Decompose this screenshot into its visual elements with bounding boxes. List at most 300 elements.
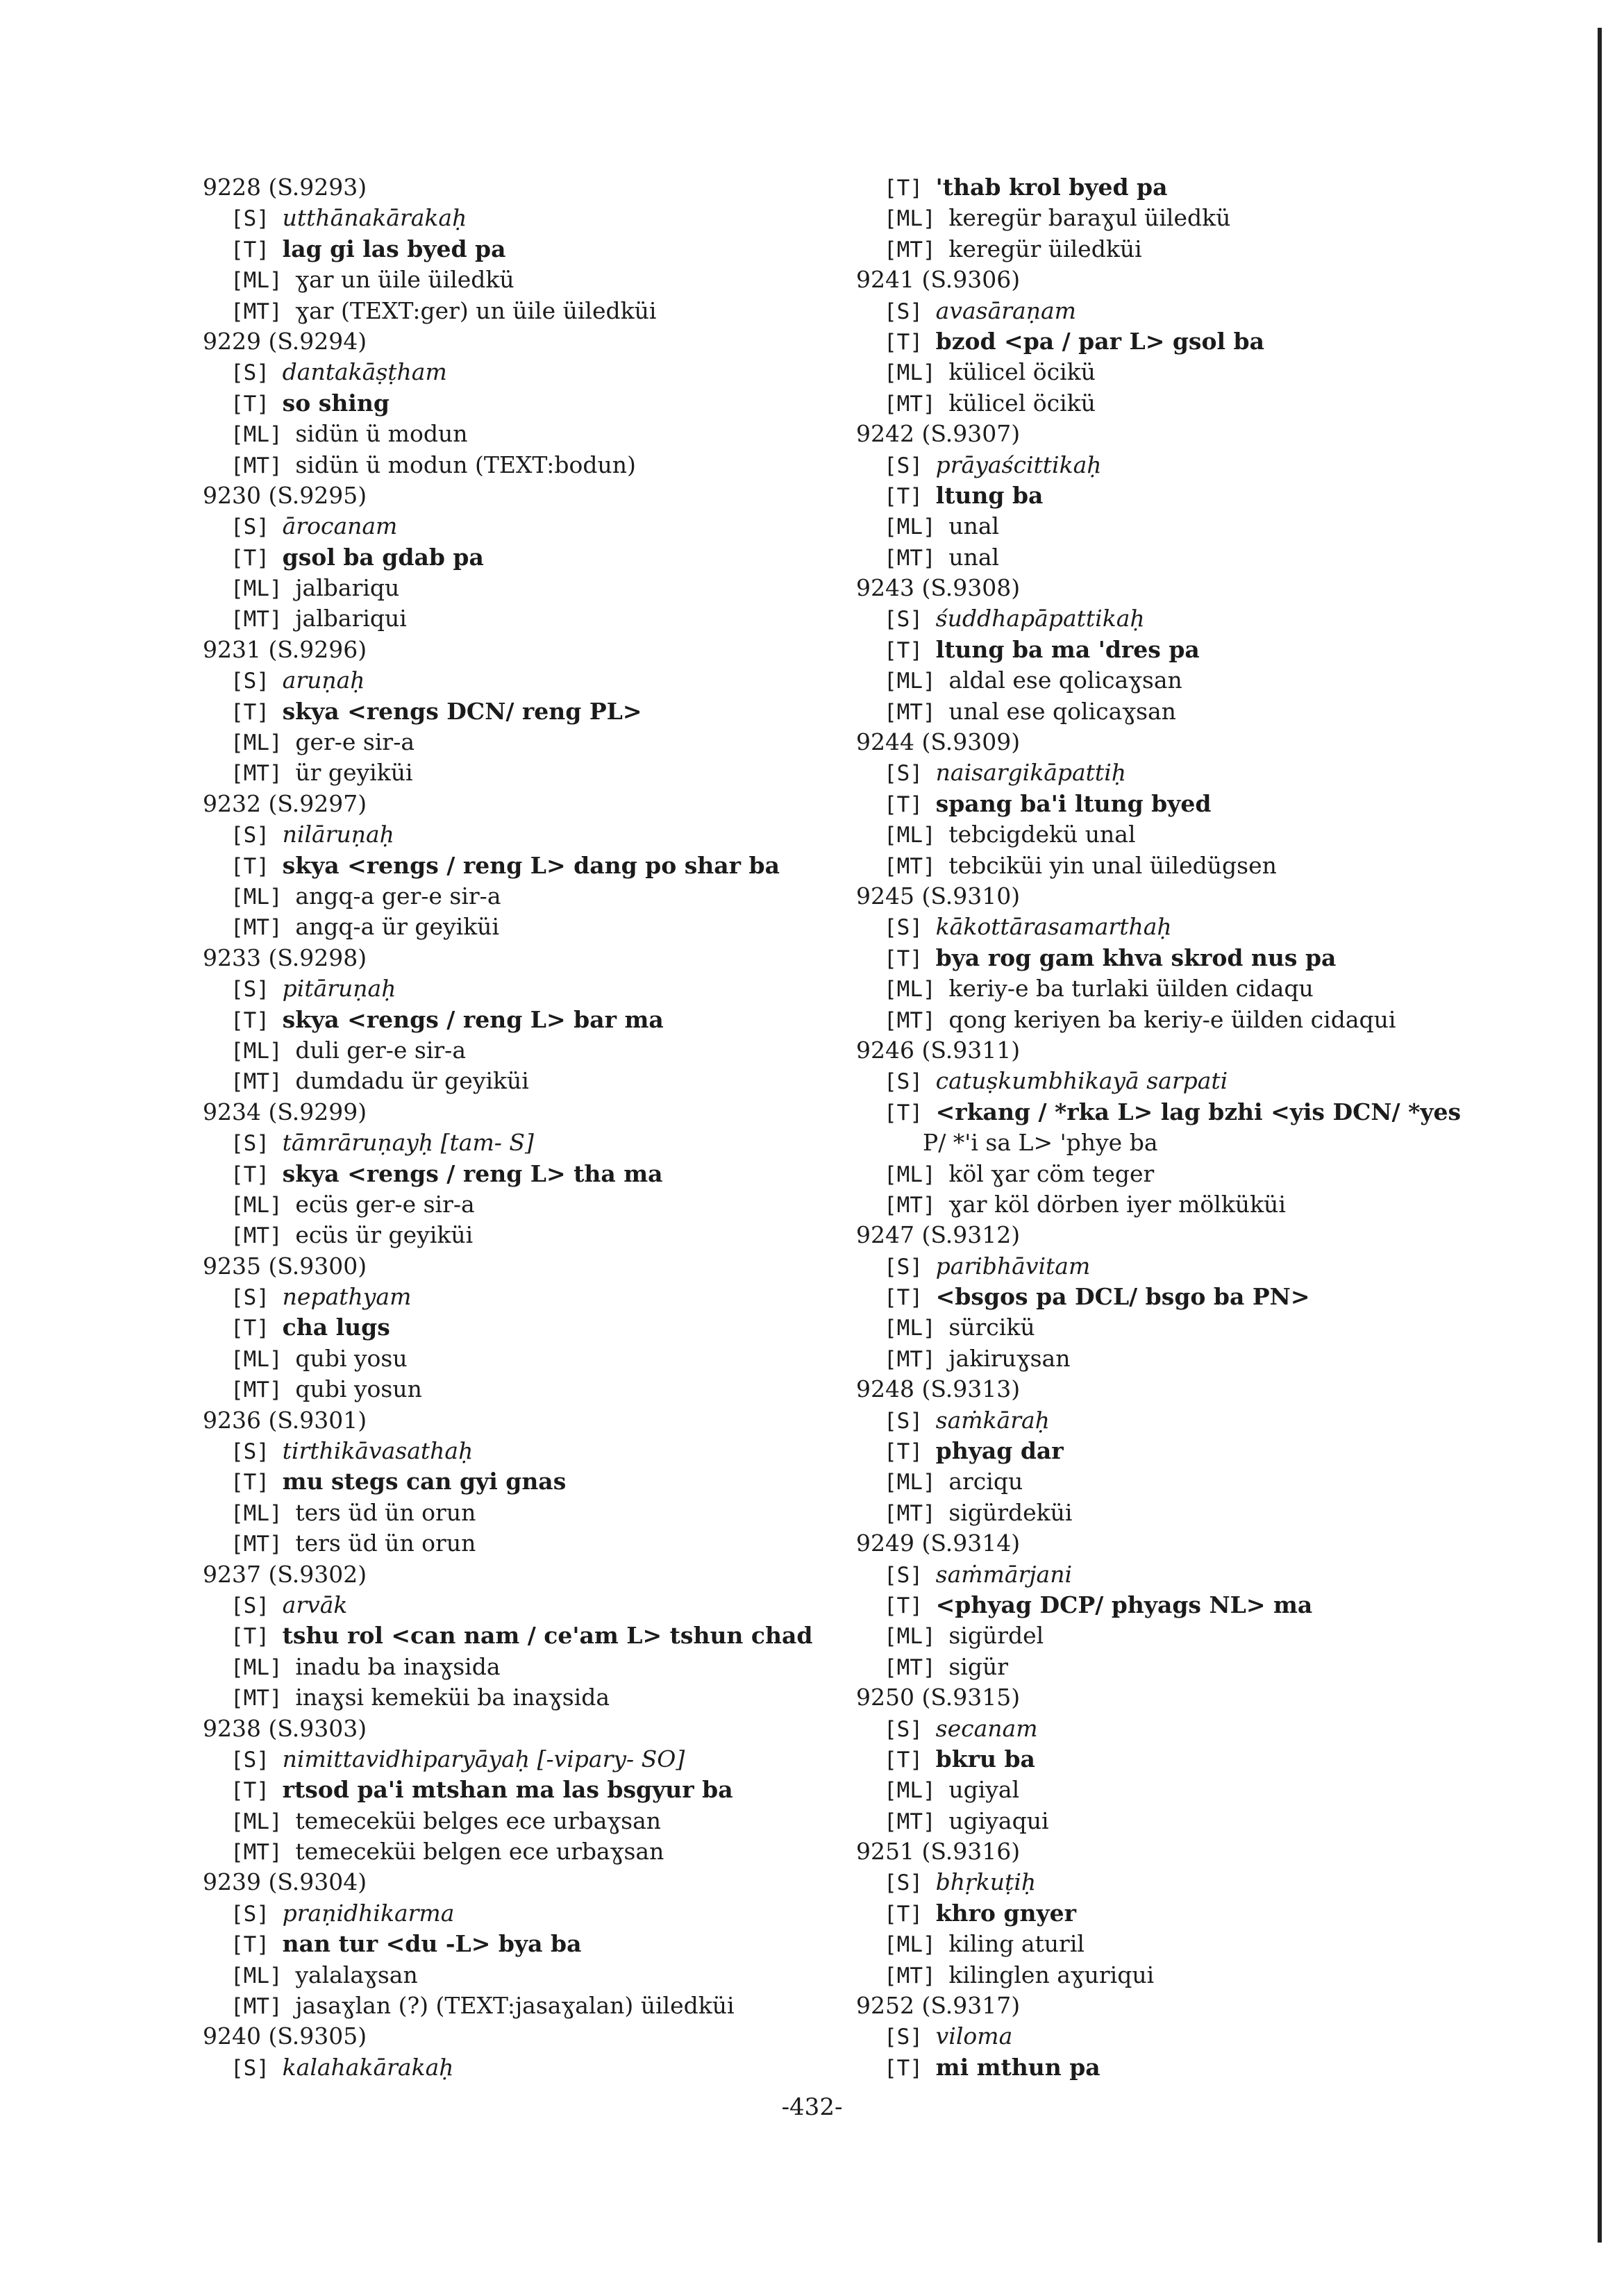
entry-text: saṁkāraḥ: [935, 1406, 1050, 1434]
language-tag: [S]: [231, 977, 283, 1003]
language-tag: [ML]: [231, 1038, 296, 1064]
language-tag: [T]: [884, 946, 936, 971]
entry-text: skya <rengs / reng L> bar ma: [282, 1005, 664, 1033]
entry-line-s: [856, 1251, 1509, 1282]
language-tag: [ML]: [884, 206, 949, 232]
language-tag: [T]: [231, 545, 283, 571]
entry-line-t: [203, 696, 855, 727]
language-tag: [MT]: [884, 1007, 949, 1033]
entry-number: 9243 (S.9308): [856, 574, 1021, 602]
language-tag: [MT]: [884, 853, 949, 879]
entry-text: bya rog gam khva skrod nus pa: [935, 944, 1337, 971]
entry-text: so shing: [282, 389, 390, 417]
entry-line-ml: [856, 511, 1509, 542]
entry-line-s: [856, 912, 1509, 942]
entry-line-mt: [203, 1991, 855, 2021]
entry-text: yalalaɣsan: [295, 1961, 418, 1988]
entry-number: 9237 (S.9302): [203, 1560, 367, 1588]
entry-line-mt: [203, 1682, 855, 1713]
entry-text: phyag dar: [935, 1437, 1064, 1465]
entry-line-mt: [856, 388, 1509, 419]
entry-text: qubi yosun: [295, 1375, 422, 1403]
language-tag: [MT]: [231, 1069, 296, 1095]
language-tag: [T]: [231, 1316, 283, 1341]
entry-text: ecüs ür geyiküi: [295, 1221, 474, 1249]
entry-number: 9228 (S.9293): [203, 174, 367, 201]
entry-text: mi mthun pa: [935, 2053, 1100, 2081]
entry-text: rtsod pa'i mtshan ma las bsgyur ba: [282, 1776, 733, 1804]
entry-text: unal: [948, 512, 1000, 540]
entry-text: kilinglen aɣuriqui: [948, 1961, 1155, 1988]
right-column: [856, 172, 1509, 2083]
entry-text: keregür üiledküi: [948, 235, 1142, 262]
entry-line-s: [856, 2021, 1509, 2052]
entry-line-t: [203, 542, 855, 573]
entry-line-ml: [856, 1159, 1509, 1189]
entry-line-ml: [856, 1929, 1509, 1959]
language-tag: [S]: [231, 206, 283, 232]
entry-text: temeceküi belgen ece urbaɣsan: [295, 1838, 664, 1866]
entry-line-ml: [856, 665, 1509, 696]
entry-text: lag gi las byed pa: [282, 235, 506, 262]
language-tag: [S]: [884, 1069, 936, 1095]
language-tag: [ML]: [231, 422, 296, 448]
entry-line-mt: [856, 1806, 1509, 1836]
language-tag: [S]: [884, 453, 936, 478]
entry-line-t: [856, 1097, 1509, 1128]
entry-line-ml: [203, 1960, 855, 1991]
language-tag: [MT]: [884, 1809, 949, 1834]
language-tag: [MT]: [231, 607, 296, 632]
entry-text: jasaɣlan (?) (TEXT:jasaɣalan) üiledküi: [295, 1992, 735, 2020]
language-tag: [T]: [231, 1007, 283, 1033]
entry-number: 9234 (S.9299): [203, 1098, 367, 1125]
entry-number: 9246 (S.9311): [856, 1036, 1021, 1064]
entry-text: qubi yosu: [295, 1344, 408, 1372]
language-tag: [T]: [884, 1593, 936, 1618]
entry-text: tshu rol <can nam / ce'am L> tshun chad: [282, 1622, 813, 1650]
entry-line-mt: [203, 603, 855, 634]
entry-line-t: [203, 1775, 855, 1805]
entry-line-mt: [856, 696, 1509, 727]
language-tag: [ML]: [231, 1654, 296, 1680]
language-tag: [S]: [884, 1870, 936, 1896]
entry-line-ml: [856, 1620, 1509, 1651]
language-tag: [ML]: [231, 1963, 296, 1988]
entry-line-t: [856, 326, 1509, 357]
entry-line-t: [203, 388, 855, 419]
language-tag: [MT]: [884, 545, 949, 571]
entry-line-s: [203, 1282, 855, 1312]
entry-line-mt: [203, 1528, 855, 1559]
page-number: -432-: [781, 2093, 843, 2121]
entry-text: śuddhapāpattikaḥ: [935, 605, 1145, 632]
language-tag: [T]: [884, 329, 936, 355]
entry-text: praṇidhikarma: [282, 1899, 455, 1927]
entry-line-t: [856, 1282, 1509, 1312]
language-tag: [MT]: [231, 1840, 296, 1866]
language-tag: [T]: [884, 1100, 936, 1125]
entry-text: külicel öcikü: [948, 358, 1096, 386]
entry-line-ml: [856, 973, 1509, 1004]
language-tag: [MT]: [884, 237, 949, 262]
entry-number: 9242 (S.9307): [856, 420, 1021, 448]
entry-line-ml: [203, 881, 855, 912]
entry-text: jalbariqu: [295, 574, 400, 602]
entry-text: catuṣkumbhikayā sarpati: [935, 1067, 1228, 1095]
language-tag: [ML]: [884, 1316, 949, 1341]
language-tag: [ML]: [231, 576, 296, 602]
entry-line-t: [203, 1620, 855, 1651]
entry-line-mt: [856, 1960, 1509, 1991]
entry-number: 9239 (S.9304): [203, 1868, 367, 1896]
entry-line-s: [203, 511, 855, 542]
entry-text: prāyaścittikaḥ: [935, 451, 1102, 478]
entry-number: 9249 (S.9314): [856, 1530, 1021, 1557]
entry-line-ml: [203, 727, 855, 757]
entry-text: ɣar un üile üiledkü: [295, 266, 514, 294]
language-tag: [MT]: [231, 1994, 296, 2020]
entry-line-s: [203, 1590, 855, 1620]
entry-text: ltung ba ma 'dres pa: [935, 635, 1200, 663]
language-tag: [T]: [231, 1162, 283, 1187]
language-tag: [ML]: [884, 1778, 949, 1804]
entry-number: 9248 (S.9313): [856, 1375, 1021, 1403]
entry-line-mt: [203, 296, 855, 326]
entry-number: 9229 (S.9294): [203, 327, 367, 355]
language-tag: [T]: [884, 2055, 936, 2081]
language-tag: [MT]: [231, 1377, 296, 1403]
entry-text: nilāruṇaḥ: [282, 821, 394, 848]
entry-line-mt: [856, 1005, 1509, 1035]
entry-text: dantakāṣṭham: [282, 358, 447, 386]
entry-line-s: [203, 1744, 855, 1775]
entry-text: bhṛkuṭiḥ: [935, 1868, 1037, 1896]
entry-line-s: [856, 757, 1509, 788]
entry-text: köl ɣar cöm teger: [948, 1159, 1155, 1187]
entry-line-mt: [856, 850, 1509, 881]
language-tag: [S]: [884, 915, 936, 941]
entry-number: 9250 (S.9315): [856, 1684, 1021, 1711]
entry-line-mt: [203, 1220, 855, 1250]
entry-line-t: [203, 1159, 855, 1189]
entry-line-s: [203, 819, 855, 850]
entry-number: 9247 (S.9312): [856, 1221, 1021, 1249]
language-tag: [T]: [231, 1932, 283, 1958]
entry-continuation: P/ *'i sa L> 'phye ba: [923, 1129, 1158, 1157]
entry-line-s: [203, 1898, 855, 1929]
entry-text: utthānakārakaḥ: [282, 204, 467, 232]
language-tag: [T]: [884, 1747, 936, 1773]
entry-line-t: [856, 1590, 1509, 1620]
entry-line-mt: [856, 542, 1509, 573]
entry-line-mt: [203, 1836, 855, 1867]
language-tag: [ML]: [884, 1162, 949, 1187]
entry-number: 9240 (S.9305): [203, 2022, 367, 2050]
language-tag: [S]: [231, 1131, 283, 1157]
entry-line-mt: [856, 1343, 1509, 1374]
entry-text: ɣar köl dörben iyer mölküküi: [948, 1190, 1286, 1218]
entry-text: kiling aturil: [948, 1930, 1085, 1958]
entry-line-mt: [203, 1374, 855, 1405]
language-tag: [T]: [884, 1285, 936, 1311]
entry-text: ecüs ger-e sir-a: [295, 1190, 475, 1218]
entry-line-t: [203, 234, 855, 265]
language-tag: [S]: [231, 360, 283, 386]
language-tag: [S]: [884, 607, 936, 632]
entry-text: gsol ba gdab pa: [282, 543, 484, 571]
entry-text: duli ger-e sir-a: [295, 1036, 466, 1064]
entry-line-mt: [203, 450, 855, 480]
language-tag: [ML]: [231, 1346, 296, 1372]
entry-text: tirthikāvasathaḥ: [282, 1437, 474, 1465]
entry-number: 9251 (S.9316): [856, 1838, 1021, 1866]
language-tag: [MT]: [231, 1223, 296, 1249]
entry-line-t: [856, 480, 1509, 511]
entry-text: aldal ese qolicaɣsan: [948, 667, 1182, 694]
language-tag: [ML]: [884, 669, 949, 694]
language-tag: [S]: [231, 1439, 283, 1465]
entry-text: inadu ba inaɣsida: [295, 1652, 501, 1680]
entry-text: <rkang / *rka L> lag bzhi <yis DCN/ *yes: [935, 1098, 1462, 1125]
entry-line-s: [856, 1405, 1509, 1436]
language-tag: [MT]: [884, 699, 949, 725]
entry-line-s: [203, 1436, 855, 1466]
entry-line-t: [856, 943, 1509, 973]
language-tag: [T]: [231, 1470, 283, 1495]
entry-text: unal ese qolicaɣsan: [948, 697, 1176, 725]
language-tag: [S]: [231, 1593, 283, 1618]
entry-text: <bsgos pa DCL/ bsgo ba PN>: [935, 1283, 1310, 1311]
entry-line-ml: [856, 1466, 1509, 1497]
entry-line-t: [856, 1744, 1509, 1775]
language-tag: [ML]: [884, 514, 949, 540]
entry-text: khro gnyer: [935, 1899, 1077, 1927]
entry-number: 9244 (S.9309): [856, 728, 1021, 756]
language-tag: [ML]: [231, 884, 296, 910]
entry-text: sidün ü modun: [295, 420, 468, 448]
entry-text: nepathyam: [282, 1283, 412, 1311]
entry-line-t: [856, 1898, 1509, 1929]
entry-line-s: [856, 1559, 1509, 1590]
entry-text: saṁmārjani: [935, 1560, 1073, 1588]
entry-line-ml: [203, 1343, 855, 1374]
entry-line-mt: [856, 1189, 1509, 1220]
entry-line-ml: [856, 357, 1509, 387]
language-tag: [S]: [231, 514, 283, 540]
entry-line-t: [856, 635, 1509, 665]
entry-text: ters üd ün orun: [295, 1498, 476, 1526]
entry-line-ml: [856, 1312, 1509, 1343]
language-tag: [ML]: [884, 360, 949, 386]
entry-text: jalbariqui: [295, 605, 407, 632]
language-tag: [MT]: [231, 915, 296, 941]
language-tag: [MT]: [231, 299, 296, 324]
language-tag: [T]: [231, 237, 283, 262]
page-edge-rule: [1598, 28, 1602, 2243]
entry-line-ml: [203, 1652, 855, 1682]
entry-text: külicel öcikü: [948, 389, 1096, 417]
entry-text: arciqu: [948, 1468, 1023, 1495]
entry-text: arvāk: [282, 1591, 348, 1618]
entry-text: tebcigdekü unal: [948, 821, 1136, 848]
language-tag: [S]: [884, 1408, 936, 1434]
entry-line-s: [203, 665, 855, 696]
entry-line-t: [856, 789, 1509, 819]
language-tag: [S]: [231, 1901, 283, 1927]
entry-number: 9230 (S.9295): [203, 481, 367, 509]
entry-line-ml: [203, 265, 855, 295]
entry-line-t: [856, 2052, 1509, 2083]
entry-number: 9238 (S.9303): [203, 1714, 367, 1742]
entry-line-mt: [203, 912, 855, 942]
entry-text: tāmrāruṇayḥ [tam- S]: [282, 1129, 534, 1157]
entry-line-t: [203, 1929, 855, 1959]
entry-line-s: [203, 1128, 855, 1158]
entry-text: ür geyiküi: [295, 759, 413, 787]
entry-text: viloma: [935, 2022, 1013, 2050]
language-tag: [S]: [884, 1562, 936, 1588]
language-tag: [T]: [231, 1778, 283, 1804]
language-tag: [S]: [231, 2055, 283, 2081]
entry-text: angq-a ger-e sir-a: [295, 882, 501, 910]
entry-line-s: [856, 1066, 1509, 1096]
entry-number: 9245 (S.9310): [856, 882, 1021, 910]
language-tag: [T]: [884, 637, 936, 663]
entry-text: nimittavidhiparyāyaḥ [-vipary- SO]: [282, 1745, 685, 1773]
entry-text: aruṇaḥ: [282, 667, 365, 694]
entry-text: <phyag DCP/ phyags NL> ma: [935, 1591, 1313, 1618]
entry-text: kākottārasamarthaḥ: [935, 913, 1172, 941]
entry-number: 9252 (S.9317): [856, 1992, 1021, 2020]
entry-text: tebciküi yin unal üiledügsen: [948, 851, 1277, 879]
language-tag: [S]: [884, 1716, 936, 1742]
language-tag: [T]: [884, 791, 936, 817]
language-tag: [MT]: [884, 1654, 949, 1680]
language-tag: [ML]: [884, 1932, 949, 1958]
entry-text: ltung ba: [935, 481, 1044, 509]
entry-text: skya <rengs DCN/ reng PL>: [282, 697, 642, 725]
language-tag: [MT]: [884, 1192, 949, 1218]
language-tag: [S]: [231, 1747, 283, 1773]
language-tag: [S]: [884, 299, 936, 324]
language-tag: [T]: [884, 1901, 936, 1927]
entry-text: skya <rengs / reng L> dang po shar ba: [282, 851, 780, 879]
language-tag: [S]: [884, 2025, 936, 2050]
entry-text: bkru ba: [935, 1745, 1035, 1773]
entry-line-ml: [203, 1035, 855, 1066]
entry-line-s: [203, 973, 855, 1004]
language-tag: [ML]: [884, 823, 949, 848]
entry-text: skya <rengs / reng L> tha ma: [282, 1159, 663, 1187]
language-tag: [ML]: [231, 1192, 296, 1218]
language-tag: [T]: [231, 853, 283, 879]
entry-line-t: [203, 1466, 855, 1497]
entry-number: 9233 (S.9298): [203, 944, 367, 971]
entry-line-s: [203, 203, 855, 233]
language-tag: [S]: [231, 669, 283, 694]
left-column: [203, 172, 855, 2083]
entry-text: 'thab krol byed pa: [935, 174, 1168, 201]
entry-line-mt: [203, 757, 855, 788]
entry-line-s: [856, 296, 1509, 326]
entry-text: mu stegs can gyi gnas: [282, 1468, 567, 1495]
language-tag: [MT]: [884, 1500, 949, 1526]
entry-line-s: [203, 357, 855, 387]
entry-text: nan tur <du -L> bya ba: [282, 1930, 582, 1958]
language-tag: [T]: [231, 699, 283, 725]
entry-text: sidün ü modun (TEXT:bodun): [295, 451, 636, 478]
entry-text: ters üd ün orun: [295, 1530, 476, 1557]
language-tag: [T]: [884, 483, 936, 509]
entry-text: paribhāvitam: [935, 1252, 1091, 1280]
entry-text: ugiyaqui: [948, 1807, 1049, 1834]
entry-line-ml: [203, 573, 855, 603]
entry-text: cha lugs: [282, 1314, 390, 1341]
entry-text: ārocanam: [282, 512, 398, 540]
language-tag: [ML]: [884, 1624, 949, 1650]
entry-number: 9231 (S.9296): [203, 635, 367, 663]
entry-line-ml: [203, 419, 855, 449]
entry-text: sigürdel: [948, 1622, 1044, 1650]
language-tag: [S]: [884, 761, 936, 787]
entry-text: ugiyal: [948, 1776, 1020, 1804]
entry-text: inaɣsi kemeküi ba inaɣsida: [295, 1684, 610, 1711]
language-tag: [S]: [231, 823, 283, 848]
entry-text: bzod <pa / par L> gsol ba: [935, 327, 1264, 355]
language-tag: [MT]: [231, 761, 296, 787]
language-tag: [T]: [884, 1439, 936, 1465]
entry-number: 9235 (S.9300): [203, 1252, 367, 1280]
language-tag: [ML]: [231, 1809, 296, 1834]
entry-line-t: [203, 1005, 855, 1035]
entry-text: jakiruɣsan: [948, 1344, 1071, 1372]
entry-text: kalahakārakaḥ: [282, 2053, 454, 2081]
entry-text: unal: [948, 543, 1000, 571]
entry-line-ml: [203, 1498, 855, 1528]
entry-text: qong keriyen ba keriy-e üilden cidaqui: [948, 1005, 1396, 1033]
entry-text: dumdadu ür geyiküi: [295, 1067, 529, 1095]
entry-text: spang ba'i ltung byed: [935, 789, 1212, 817]
language-tag: [MT]: [231, 1532, 296, 1557]
language-tag: [ML]: [231, 730, 296, 756]
entry-text: pitāruṇaḥ: [282, 975, 396, 1003]
language-tag: [ML]: [884, 977, 949, 1003]
entry-text: sürcikü: [948, 1314, 1035, 1341]
entry-text: keriy-e ba turlaki üilden cidaqu: [948, 975, 1314, 1003]
entry-line-ml: [856, 203, 1509, 233]
entry-text: temeceküi belges ece urbaɣsan: [295, 1807, 662, 1834]
entry-line-t: [203, 850, 855, 881]
language-tag: [T]: [884, 176, 936, 201]
entry-line-mt: [856, 1498, 1509, 1528]
entry-line-ml: [856, 819, 1509, 850]
language-tag: [MT]: [231, 1686, 296, 1711]
entry-text: sigür: [948, 1652, 1008, 1680]
entry-line-s: [203, 2052, 855, 2083]
entry-text: ɣar (TEXT:ger) un üile üiledküi: [295, 296, 657, 324]
entry-line-ml: [203, 1806, 855, 1836]
entry-text: sigürdeküi: [948, 1498, 1073, 1526]
language-tag: [MT]: [884, 1963, 949, 1988]
entry-text: avasāraṇam: [935, 296, 1076, 324]
entry-text: ger-e sir-a: [295, 728, 415, 756]
entry-line-s: [856, 1867, 1509, 1897]
entry-text: naisargikāpattiḥ: [935, 759, 1127, 787]
language-tag: [ML]: [231, 268, 296, 294]
entry-line-t: [856, 1436, 1509, 1466]
entry-number: 9241 (S.9306): [856, 266, 1021, 294]
